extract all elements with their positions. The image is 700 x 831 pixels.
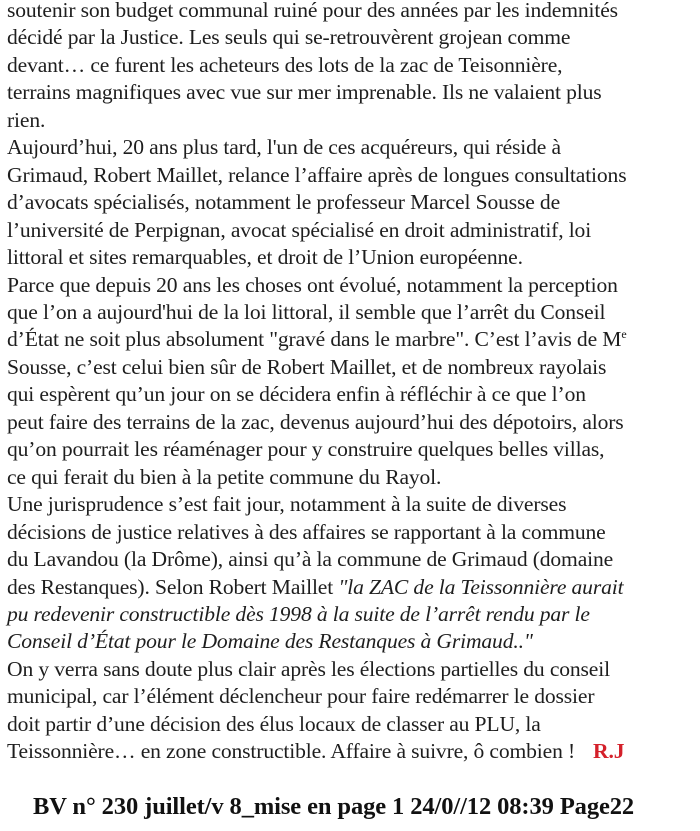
text-line: peut faire des terrains de la zac, devenus aujourd’hui des dépotoirs, alors	[7, 409, 624, 434]
text-line: Parce que depuis 20 ans les choses ont évolué, notamment la perception	[7, 272, 618, 297]
article-body	[7, 0, 699, 766]
text-line: Une jurisprudence s’est fait jour, notamment à la suite de diverses	[7, 492, 567, 517]
page-footer: BV n° 230 juillet/v 8_mise en page 1 24/0//12 08:39 Page22	[33, 793, 635, 820]
text-line: soutenir son budget communal ruiné pour des années par les indemnités	[7, 0, 618, 22]
text-line: qu’on pourrait les réaménager pour y construire quelques belles villas,	[7, 437, 605, 462]
text-segment: des Restanques). Selon Robert Maillet	[7, 574, 339, 599]
text-line: décisions de justice relatives à des affaires se rapportant à la commune	[7, 519, 606, 544]
text-segment: d’État ne soit plus absolument "gravé dans le marbre". C’est l’avis de M	[7, 327, 622, 352]
text-line: devant… ce furent les acheteurs des lots de la zac de Teisonnière,	[7, 52, 563, 77]
quote-segment: "la ZAC de la Teissonnière aurait	[338, 574, 624, 599]
text-line: doit partir d’une décision des élus locaux de classer au PLU, la	[7, 711, 541, 736]
text-line: qui espèrent qu’un jour on se décidera enfin à réfléchir à ce que l’on	[7, 382, 586, 407]
superscript: e	[621, 327, 627, 342]
text-line: ce qui ferait du bien à la petite commune du Rayol.	[7, 464, 442, 489]
text-line: rien.	[7, 107, 46, 132]
text-line: Aujourd’hui, 20 ans plus tard, l'un de ces acquéreurs, qui réside à	[7, 135, 561, 160]
text-line: décidé par la Justice. Les seuls qui se-retrouvèrent grojean comme	[7, 25, 571, 50]
text-line: littoral et sites remarquables, et droit de l’Union européenne.	[7, 245, 523, 270]
text-line: l’université de Perpignan, avocat spécialisé en droit administratif, loi	[7, 217, 592, 242]
text-line: que l’on a aujourd'hui de la loi littoral, il semble que l’arrêt du Conseil	[7, 299, 606, 324]
text-line: Grimaud, Robert Maillet, relance l’affaire après de longues consultations	[7, 162, 627, 187]
quote-line: pu redevenir constructible dès 1998 à la suite de l’arrêt rendu par le	[7, 601, 590, 626]
text-segment: Teissonnière… en zone constructible. Affaire à suivre, ô combien !	[7, 739, 576, 764]
text-line: On y verra sans doute plus clair après les élections partielles du conseil	[7, 656, 610, 681]
text-line: d’avocats spécialisés, notamment le professeur Marcel Sousse de	[7, 190, 561, 215]
text-line	[7, 574, 699, 601]
text-line: municipal, car l’élément déclencheur pour faire redémarrer le dossier	[7, 684, 595, 709]
text-line	[7, 738, 699, 765]
text-line: Sousse, c’est celui bien sûr de Robert Maillet, et de nombreux rayolais	[7, 354, 607, 379]
text-line: du Lavandou (la Drôme), ainsi qu’à la commune de Grimaud (domaine	[7, 547, 614, 572]
text-line	[7, 326, 699, 353]
text-line: terrains magnifiques avec vue sur mer imprenable. Ils ne valaient plus	[7, 80, 602, 105]
quote-line: Conseil d’État pour le Domaine des Restanques à Grimaud.."	[7, 629, 533, 654]
author-signature: R.J	[593, 739, 625, 764]
